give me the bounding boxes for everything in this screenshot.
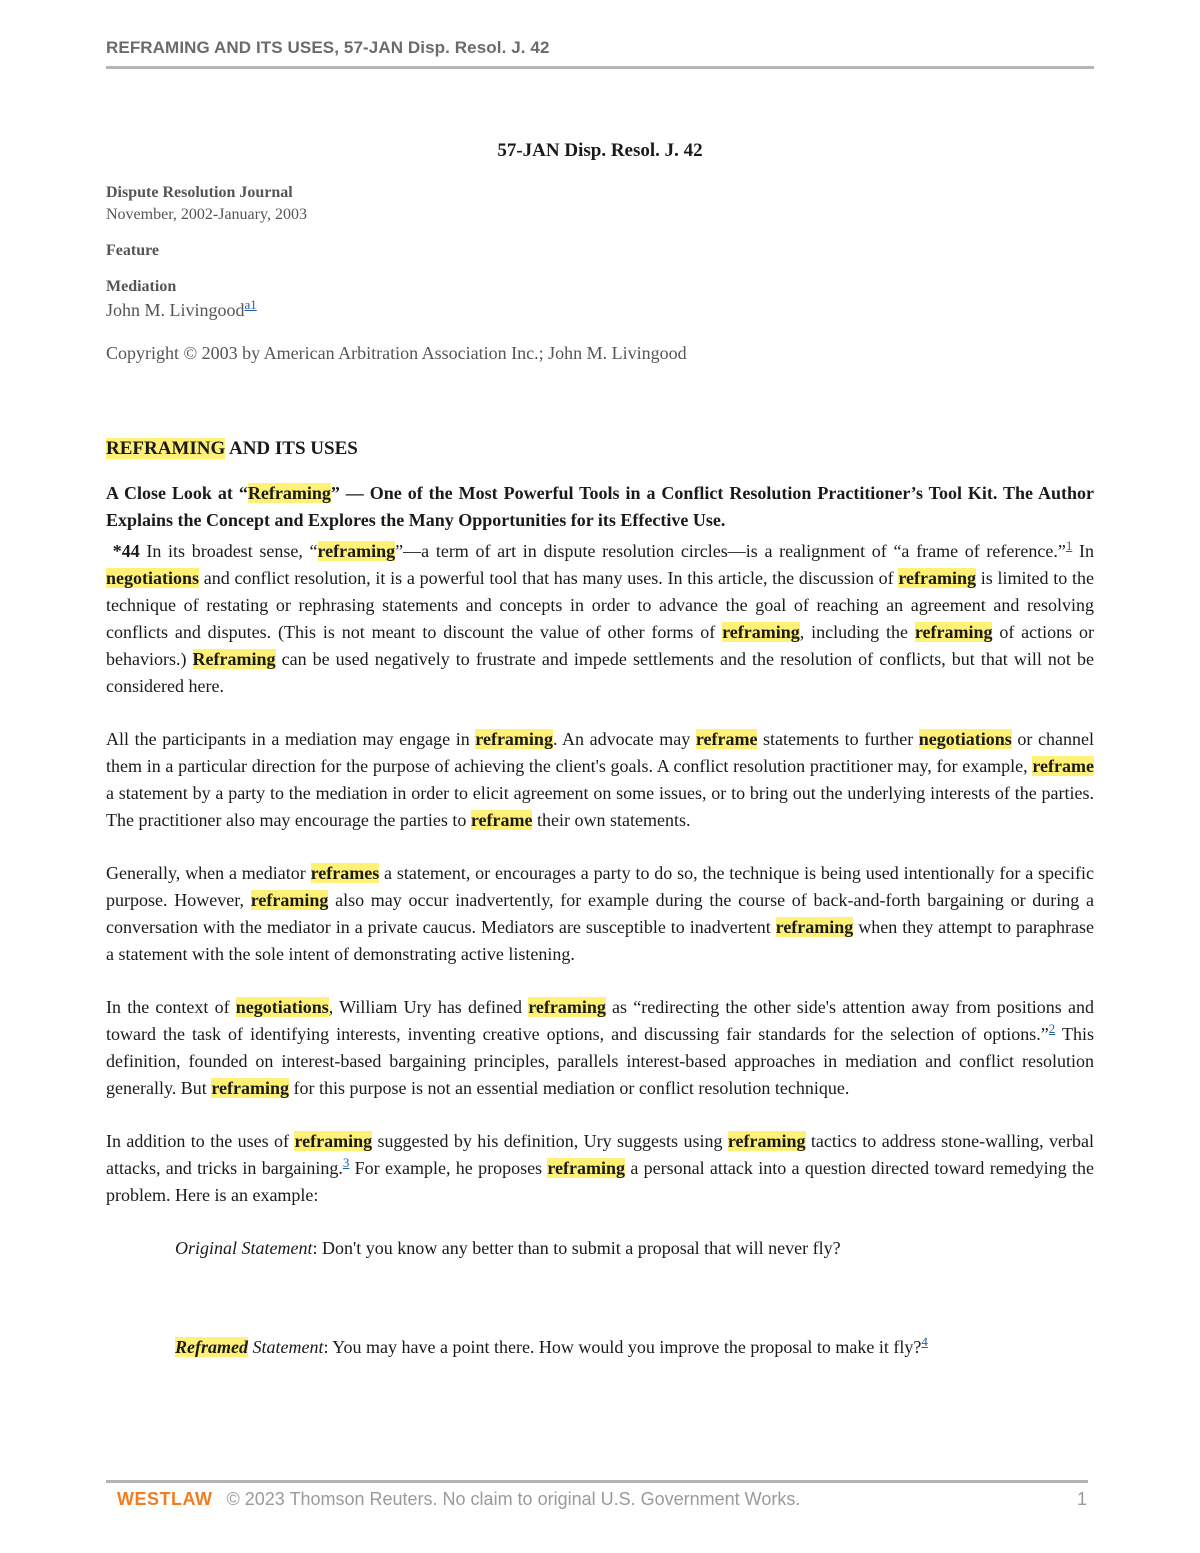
original-statement-quote: Original Statement: Don't you know any better than to submit a proposal that will never fly? [175,1238,841,1258]
reframed-statement-quote: Reframed Statement: You may have a point there. How would you improve the proposal to make it fly?$^4$ [175,1334,928,1357]
copyright-notice: Copyright © 2003 by American Arbitration Association Inc.; John M. Livingood [106,343,687,363]
search-highlight: reframe [470,810,533,830]
search-highlight: reframing [475,729,553,749]
search-highlight: reframing [727,1131,806,1151]
article-title: REFRAMING AND ITS USES [106,438,358,459]
quote-label: Original Statement [175,1238,313,1258]
search-highlight: reframing [775,917,854,937]
search-highlight: Reframed [175,1337,248,1357]
paragraph-3: Generally, when a mediator reframes a statement, or encourages a party to do so, the technique is being used intentionally for a specific purpose. However, reframing also may occur inadvertently, for example during the course of back-and-forth bargaining or during a conversation with the mediator in a private caucus. Mediators are susceptible to inadvertent reframing when they attempt to paraphrase a statement with the sole intent of demonstrating active listening. [106,863,1095,964]
paragraph-1: *44 In its broadest sense, “reframing”—a term of art in dispute resolution circles—is a realignment of “a frame of reference.”$^1$ In negotiations and conflict resolution, it is a powerful tool that has many uses. In this article, the discussion of reframing is limited to the technique of restating or rephrasing statements and concepts in order to advance the goal of reaching an agreement and resolving conflicts and disputes. (This is not meant to discount the value of other forms of reframing, including the reframing of actions or behaviors.) Reframing can be used negatively to frustrate and impede settlements and the resolution of conflicts, but that will not be considered here. [106,538,1094,696]
search-highlight: reframing [547,1158,626,1178]
journal-name: Dispute Resolution Journal [106,184,293,201]
search-highlight: reframe [1032,756,1094,776]
citation-heading: 57-JAN Disp. Resol. J. 42 [497,140,703,161]
search-highlight: reframing [250,890,329,910]
author-name: John M. Livingood [106,300,245,320]
search-highlight: Reframing [192,649,276,669]
footer-divider [106,1480,1088,1483]
search-highlight: reframing [528,997,606,1017]
author-line [106,297,1094,321]
footnote-link-1[interactable]: 1 [1065,538,1073,553]
search-highlight: reframing [211,1078,289,1098]
footnote-link-4[interactable]: 4 [921,1334,928,1349]
search-highlight: reframing [317,541,396,561]
footer-notice: © 2023 Thomson Reuters. No claim to original U.S. Government Works. [226,1489,801,1509]
article-subtitle: A Close Look at “Reframing” — One of the Most Powerful Tools in a Conflict Resolution Practitioner’s Tool Kit. The Author Explains the Concept and Explores the Many Opportunities for its Effective Use. [106,483,1095,530]
paragraph-5: In addition to the uses of reframing suggested by his definition, Ury suggests using reframing tactics to address stone-walling, verbal attacks, and tricks in bargaining.$^3$ For example, he proposes reframing a personal attack into a question directed toward remedying the problem. Here is an example: [106,1131,1094,1205]
search-highlight: reframing [722,622,800,642]
running-header: REFRAMING AND ITS USES, 57-JAN Disp. Resol. J. 42 [106,38,550,57]
paragraph-2: All the participants in a mediation may engage in reframing. An advocate may reframe statements to further negotiations or channel them in a particular direction for the purpose of achieving the client's goals. A conflict resolution practitioner may, for example, reframe a statement by a party to the mediation in order to elicit agreement on some issues, or to bring out the underlying interests of the parties. The practitioner also may encourage the parties to reframe their own statements. [106,729,1094,830]
quote-label: Statement [247,1337,324,1357]
search-highlight: REFRAMING [106,438,226,459]
search-highlight: reframing [914,622,993,642]
footnote-link-2[interactable]: 2 [1048,1021,1056,1036]
section-label: Feature [106,242,160,259]
footnote-link-3[interactable]: 3 [342,1155,350,1170]
search-highlight: reframing [294,1131,373,1151]
category-label: Mediation [106,278,177,295]
search-highlight: negotiations [235,997,329,1017]
search-highlight: reframe [695,729,758,749]
paragraph-4: In the context of negotiations, William Ury has defined reframing as “redirecting the other side's attention away from positions and toward the task of identifying interests, inventing creative options, and discussing fair standards for the selection of options.”$^2$ This definition, founded on interest-based bargaining principles, parallels interest-based approaches in mediation and conflict resolution generally. But reframing for this purpose is not an essential mediation or conflict resolution technique. [106,997,1094,1098]
page-number: 1 [1076,1489,1087,1509]
search-highlight: reframing [898,568,977,588]
westlaw-logo: WESTLAW [117,1489,213,1509]
search-highlight: reframes [310,863,380,883]
header-divider [106,66,1094,69]
publication-date: November, 2002-January, 2003 [106,206,307,223]
search-highlight: negotiations [106,568,200,588]
document-body [106,140,1094,1361]
page-footer [117,1489,1087,1510]
star-page-marker: *44 [112,541,140,561]
author-footnote-link[interactable]: a1 [244,297,257,312]
search-highlight: negotiations [918,729,1012,749]
search-highlight: Reframing [247,483,331,503]
